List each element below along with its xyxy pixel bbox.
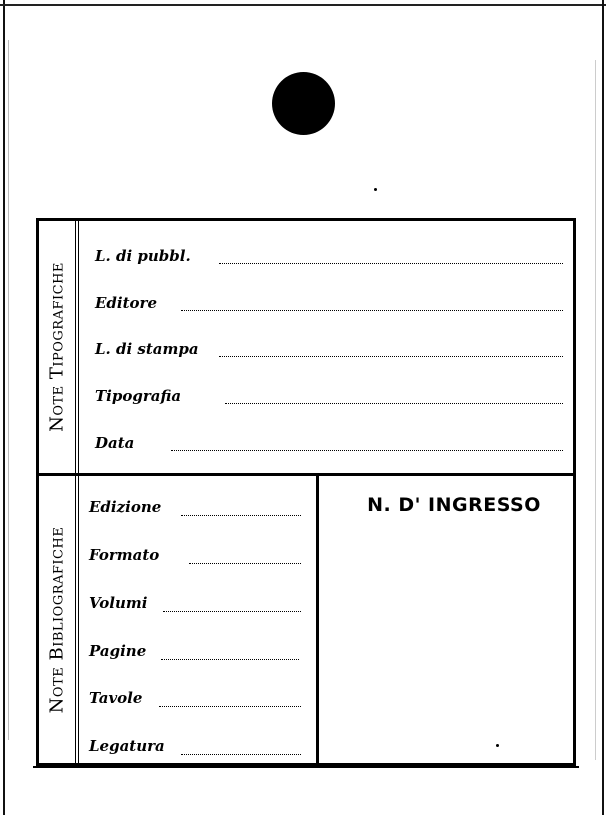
catalog-form	[36, 218, 576, 766]
card-edge-right	[602, 0, 604, 815]
note-bibliografiche-title: Note Bibliografiche	[46, 526, 68, 713]
field-edizione-line[interactable]	[181, 515, 301, 516]
form-bottom-rule	[33, 766, 579, 768]
field-legatura-line[interactable]	[181, 754, 301, 755]
field-luogo-pubblicazione-label: L. di pubbl.	[95, 247, 191, 265]
field-volumi-line[interactable]	[163, 611, 301, 612]
field-data-label: Data	[95, 434, 135, 452]
numero-ingresso-title: N. D' INGRESSO	[367, 494, 541, 516]
field-tipografia-line[interactable]	[225, 403, 563, 404]
field-editore-label: Editore	[95, 294, 157, 312]
punch-hole	[272, 72, 335, 135]
field-tavole-label: Tavole	[89, 689, 143, 707]
field-pagine-label: Pagine	[89, 642, 147, 660]
scan-speck	[374, 188, 377, 191]
field-pagine-line[interactable]	[161, 659, 299, 660]
card-edge-top	[0, 4, 606, 6]
field-luogo-pubblicazione-line[interactable]	[219, 263, 563, 264]
field-edizione-label: Edizione	[89, 498, 162, 516]
note-bibliografiche-label-column	[39, 476, 79, 763]
field-volumi-label: Volumi	[89, 594, 148, 612]
note-tipografiche-label-column	[39, 221, 79, 473]
card-edge-right-inner	[595, 60, 596, 760]
field-formato-label: Formato	[89, 546, 160, 564]
section-divider	[316, 476, 319, 763]
note-tipografiche-section	[39, 221, 573, 476]
field-luogo-stampa-label: L. di stampa	[95, 340, 199, 358]
note-tipografiche-title: Note Tipografiche	[46, 262, 68, 432]
card-edge-left-inner	[8, 40, 9, 740]
field-formato-line[interactable]	[189, 563, 301, 564]
field-data-line[interactable]	[171, 450, 563, 451]
card-edge-left	[3, 0, 5, 815]
field-legatura-label: Legatura	[89, 737, 165, 755]
field-tipografia-label: Tipografia	[95, 387, 182, 405]
field-luogo-stampa-line[interactable]	[219, 356, 563, 357]
field-editore-line[interactable]	[181, 310, 563, 311]
note-bibliografiche-section	[39, 476, 573, 763]
field-tavole-line[interactable]	[159, 706, 301, 707]
